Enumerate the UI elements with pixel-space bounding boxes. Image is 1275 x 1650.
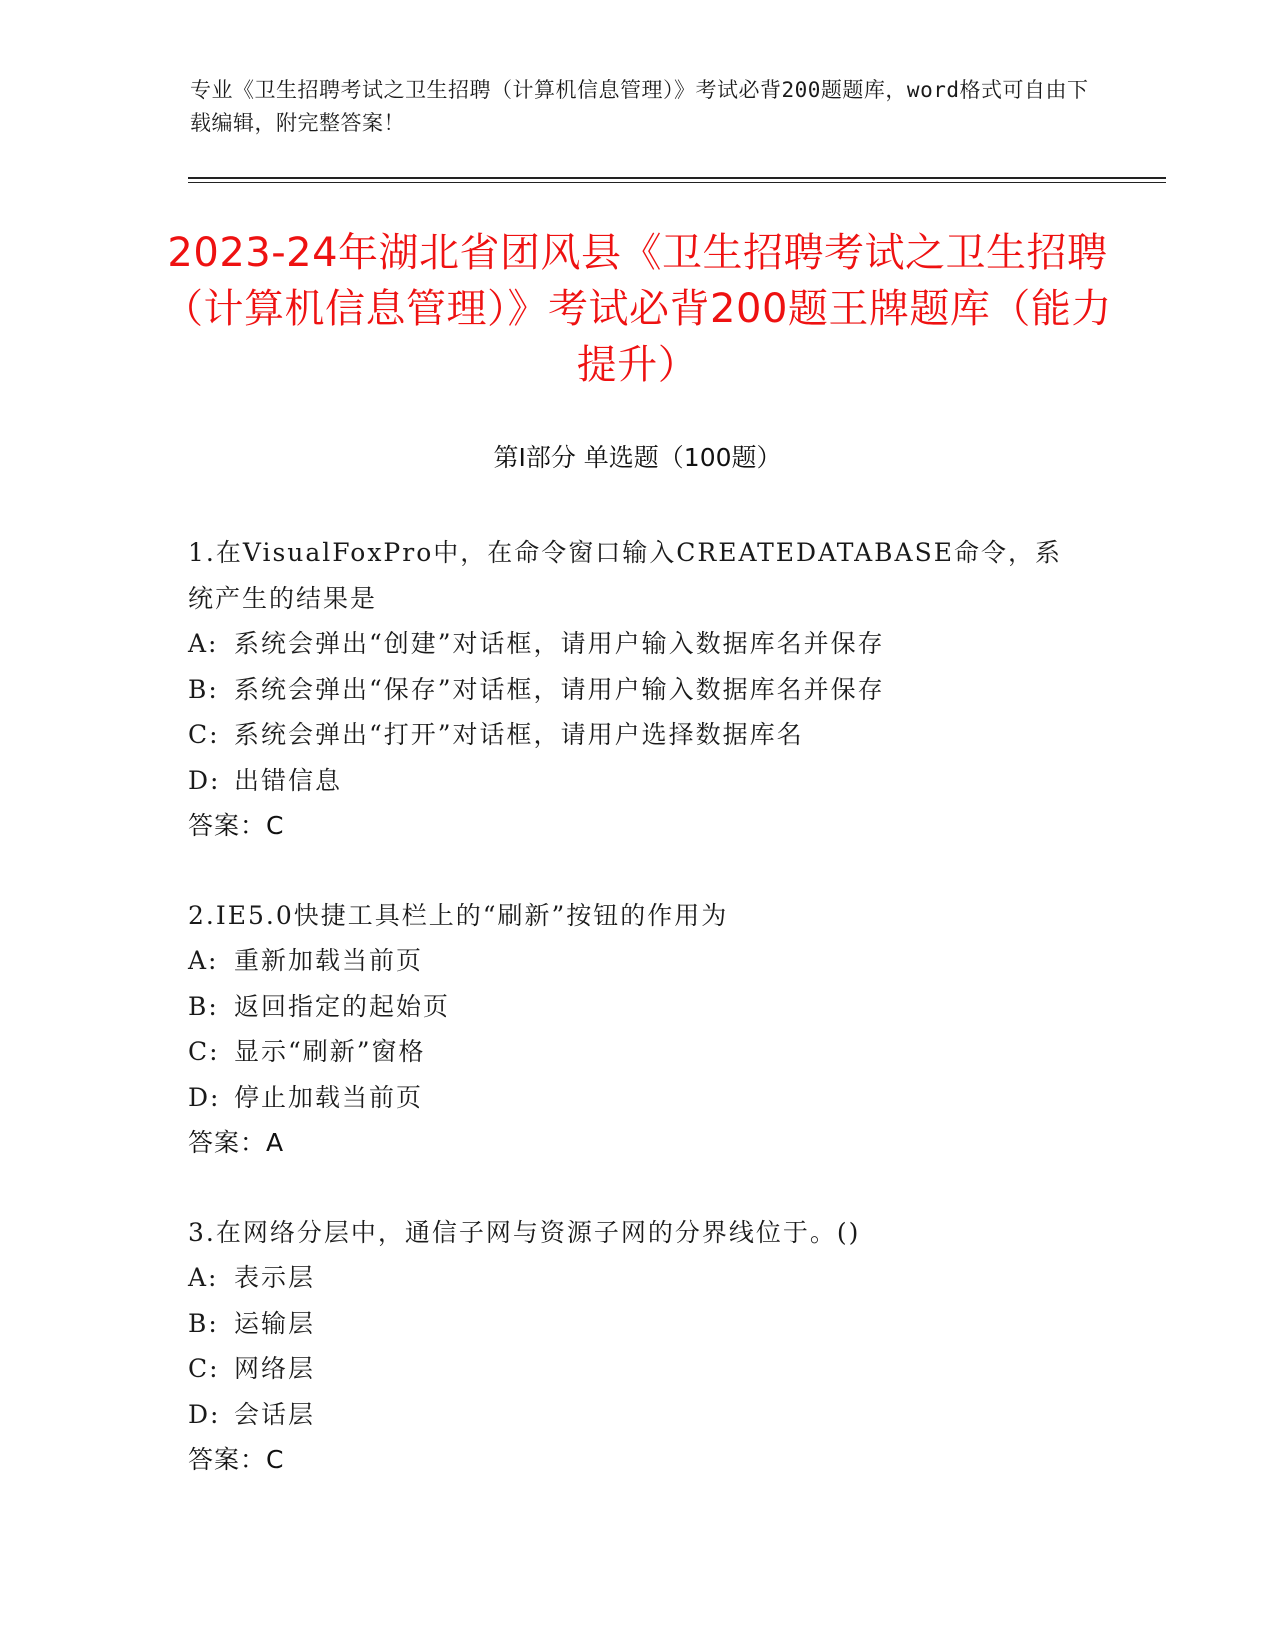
option-text: 停止加载当前页: [234, 1082, 424, 1112]
option-key: A:: [188, 629, 219, 658]
option-key: A:: [188, 946, 219, 975]
option-text: 系统会弹出“打开”对话框，请用户选择数据库名: [234, 720, 804, 749]
option-a: [188, 621, 1088, 667]
document-title: 2023-24年湖北省团风县《卫生招聘考试之卫生招聘（计算机信息管理）》考试必背200题王牌题库（能力提升）: [163, 230, 1112, 388]
option-key: C:: [188, 720, 220, 749]
option-d: [188, 1075, 1088, 1121]
header-note: 专业《卫生招聘考试之卫生招聘（计算机信息管理）》考试必背200题题库，word格式可自由下载编辑，附完整答案！: [190, 78, 1089, 135]
question-text: 3.在网络分层中，通信子网与资源子网的分界线位于。(): [188, 1217, 861, 1247]
option-c: [188, 712, 1088, 758]
answer-text: 答案：C: [188, 811, 285, 840]
header-divider-thin: [188, 182, 1166, 183]
option-text: 出错信息: [234, 765, 343, 795]
option-key: D:: [188, 1082, 221, 1112]
option-key: C:: [188, 1037, 220, 1066]
option-c: [188, 1029, 1088, 1075]
option-text: 表示层: [234, 1263, 316, 1292]
option-text: 运输层: [234, 1308, 316, 1338]
option-key: D:: [188, 1399, 221, 1429]
option-key: B:: [188, 1308, 219, 1338]
option-text: 系统会弹出“创建”对话框，请用户输入数据库名并保存: [234, 629, 885, 658]
option-b: [188, 984, 1088, 1030]
question-list: [188, 530, 1088, 1527]
option-a: [188, 938, 1088, 984]
option-text: 网络层: [234, 1354, 316, 1383]
question-item: [188, 893, 1088, 1166]
option-d: [188, 758, 1088, 804]
option-key: D:: [188, 765, 221, 795]
option-text: 返回指定的起始页: [234, 991, 451, 1021]
option-key: B:: [188, 674, 219, 704]
option-text: 重新加载当前页: [234, 946, 424, 975]
option-d: [188, 1392, 1088, 1438]
option-text: 系统会弹出“保存”对话框，请用户输入数据库名并保存: [234, 674, 885, 704]
option-text: 会话层: [234, 1399, 316, 1429]
option-key: B:: [188, 991, 219, 1021]
option-a: [188, 1255, 1088, 1301]
option-b: [188, 1301, 1088, 1347]
section-title: 第Ⅰ部分 单选题（100题）: [493, 443, 782, 472]
question-text: 2.IE5.0快捷工具栏上的“刷新”按钮的作用为: [188, 900, 729, 930]
header-divider: [188, 177, 1166, 179]
answer-text: 答案：C: [188, 1445, 285, 1474]
question-item: [188, 530, 1088, 849]
option-text: 显示“刷新”窗格: [234, 1037, 426, 1066]
option-c: [188, 1346, 1088, 1392]
answer-text: 答案：A: [188, 1128, 285, 1157]
option-b: [188, 667, 1088, 713]
question-text: 1.在VisualFoxPro中，在命令窗口输入CREATEDATABASE命令，系统产生的结果是: [188, 538, 1062, 613]
option-key: C:: [188, 1354, 220, 1383]
option-key: A:: [188, 1263, 219, 1292]
question-item: [188, 1210, 1088, 1483]
